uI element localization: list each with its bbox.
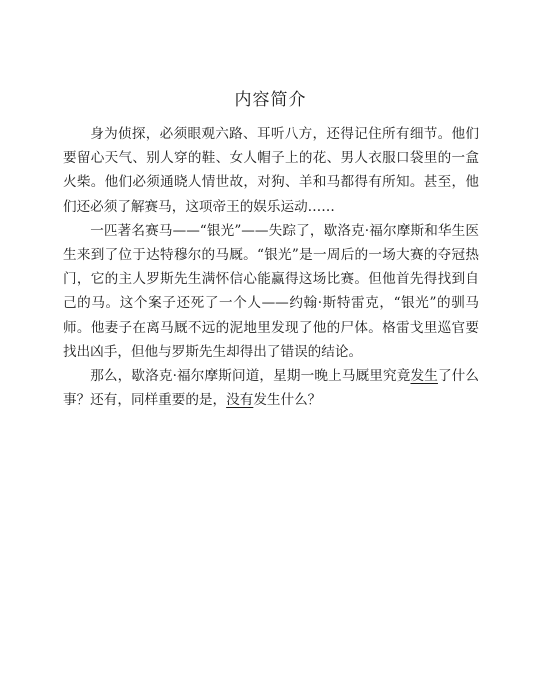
- paragraph-3-text-c: 发生什么？: [253, 392, 322, 409]
- paragraph-3-text-a: 那么，歇洛克·福尔摩斯问道，星期一晚上马厩里究竟: [90, 368, 411, 385]
- paragraph-3-text-b: 了什么事？还有，同样重要的是，: [63, 368, 480, 409]
- document-body: [63, 122, 479, 412]
- paragraph-1: [63, 122, 479, 219]
- paragraph-2: [63, 219, 479, 364]
- underlined-word-not: 没有: [226, 392, 254, 409]
- underlined-word-happened: 发生: [410, 368, 438, 385]
- paragraph-2-text: 一匹著名赛马——“银光”——失踪了，歇洛克·福尔摩斯和华生医生来到了位于达特穆尔的马厩。“银光”是一周后的一场大赛的夺冠热门，它的主人罗斯先生满怀信心能赢得这场比赛。但他首先得找到自己的马。这个案子还死了一个人——约翰·斯特雷克，“银光”的驯马师。他妻子在离马厩不远的泥地里发现了他的尸体。格雷戈里巡官要找出凶手，但他与罗斯先生却得出了错误的结论。: [63, 222, 479, 360]
- paragraph-1-text: 身为侦探，必须眼观六路、耳听八方，还得记住所有细节。他们要留心天气、别人穿的鞋、女人帽子上的花、男人衣服口袋里的一盒火柴。他们必须通晓人情世故，对狗、羊和马都得有所知。甚至，他们还必须了解赛马，这项帝王的娱乐运动……: [63, 126, 479, 215]
- document-title: 内容简介: [234, 90, 307, 110]
- paragraph-3: [63, 364, 479, 412]
